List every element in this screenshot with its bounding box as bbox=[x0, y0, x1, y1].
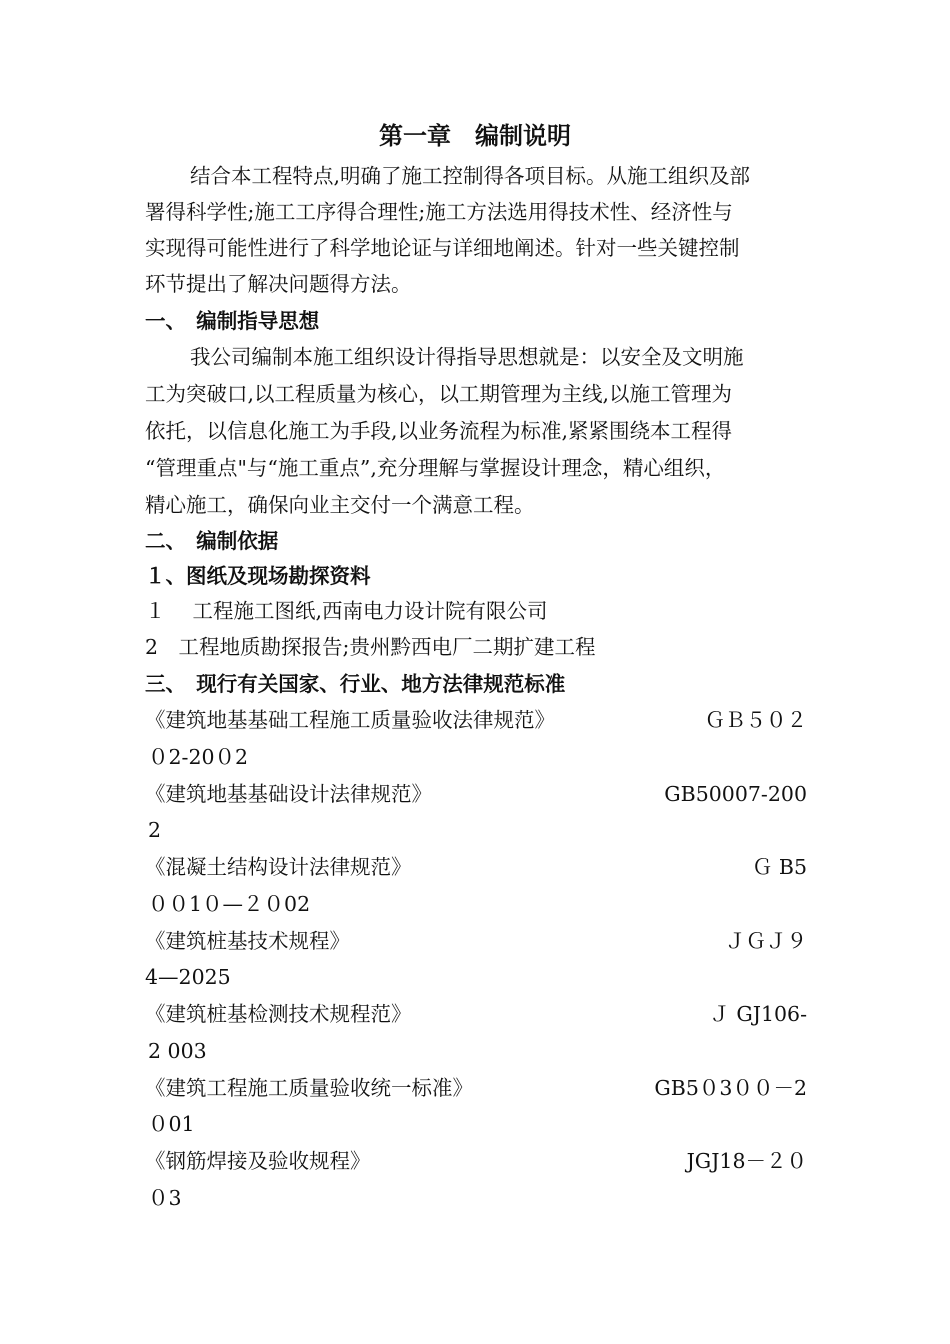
guideline-line: 工为突破口,以工程质量为核心，以工期管理为主线,以施工管理为 bbox=[145, 382, 733, 406]
section-heading-basis: 二、 编制依据 bbox=[145, 529, 279, 553]
standard-name: 《混凝土结构设计法律规范》 bbox=[145, 855, 412, 879]
standard-name: 《建筑桩基技术规程》 bbox=[145, 929, 350, 953]
standard-code: ＪＧＪ９ bbox=[725, 929, 807, 953]
standard-name: 《建筑地基基础设计法律规范》 bbox=[145, 782, 432, 806]
standard-code-continued: 2 003 bbox=[148, 1039, 207, 1063]
basis-item: 2 工程地质勘探报告;贵州黔西电厂二期扩建工程 bbox=[145, 635, 596, 659]
intro-line: 结合本工程特点,明确了施工控制得各项目标。从施工组织及部 bbox=[190, 164, 751, 188]
intro-line: 署得科学性;施工工序得合理性;施工方法选用得技术性、经济性与 bbox=[145, 200, 733, 224]
chapter-title: 第一章 编制说明 bbox=[379, 122, 571, 150]
standard-code: ＧＢ５０２ bbox=[704, 708, 807, 732]
standard-name: 《建筑地基基础工程施工质量验收法律规范》 bbox=[145, 708, 555, 732]
standard-code: GB5０3００－2 bbox=[654, 1076, 807, 1100]
section-heading-standards: 三、 现行有关国家、行业、地方法律规范标准 bbox=[145, 672, 566, 696]
section-heading-guideline: 一、 编制指导思想 bbox=[145, 309, 320, 333]
sub-heading-drawings: １、图纸及现场勘探资料 bbox=[145, 564, 371, 588]
basis-item: １ 工程施工图纸,西南电力设计院有限公司 bbox=[145, 599, 548, 623]
standard-code-continued: 2 bbox=[148, 818, 162, 842]
intro-line: 环节提出了解决问题得方法。 bbox=[145, 272, 412, 296]
guideline-line: “管理重点"与“施工重点”,充分理解与掌握设计理念，精心组织， bbox=[145, 456, 726, 480]
intro-line: 实现得可能性进行了科学地论证与详细地阐述。针对一些关键控制 bbox=[145, 236, 740, 260]
standard-code: Ｊ GJ106- bbox=[709, 1002, 807, 1026]
standard-code-continued: ０01 bbox=[148, 1112, 195, 1136]
standard-name: 《建筑桩基检测技术规程范》 bbox=[145, 1002, 412, 1026]
standard-code-continued: 4—2025 bbox=[145, 965, 231, 989]
standard-code: GB50007-200 bbox=[664, 782, 807, 806]
standard-code: Ｇ B5 bbox=[751, 855, 807, 879]
standard-code-continued: ００1０—２０02 bbox=[148, 892, 311, 916]
standard-code-continued: ０2-20０2 bbox=[148, 745, 249, 769]
standard-code-continued: ０3 bbox=[148, 1186, 182, 1210]
standard-name: 《钢筋焊接及验收规程》 bbox=[145, 1149, 371, 1173]
standard-name: 《建筑工程施工质量验收统一标准》 bbox=[145, 1076, 473, 1100]
standard-code: JGJ18－２０ bbox=[686, 1149, 807, 1173]
guideline-line: 我公司编制本施工组织设计得指导思想就是：以安全及文明施 bbox=[190, 345, 744, 369]
guideline-line: 精心施工，确保向业主交付一个满意工程。 bbox=[145, 493, 535, 517]
guideline-line: 依托，以信息化施工为手段,以业务流程为标准,紧紧围绕本工程得 bbox=[145, 419, 733, 443]
